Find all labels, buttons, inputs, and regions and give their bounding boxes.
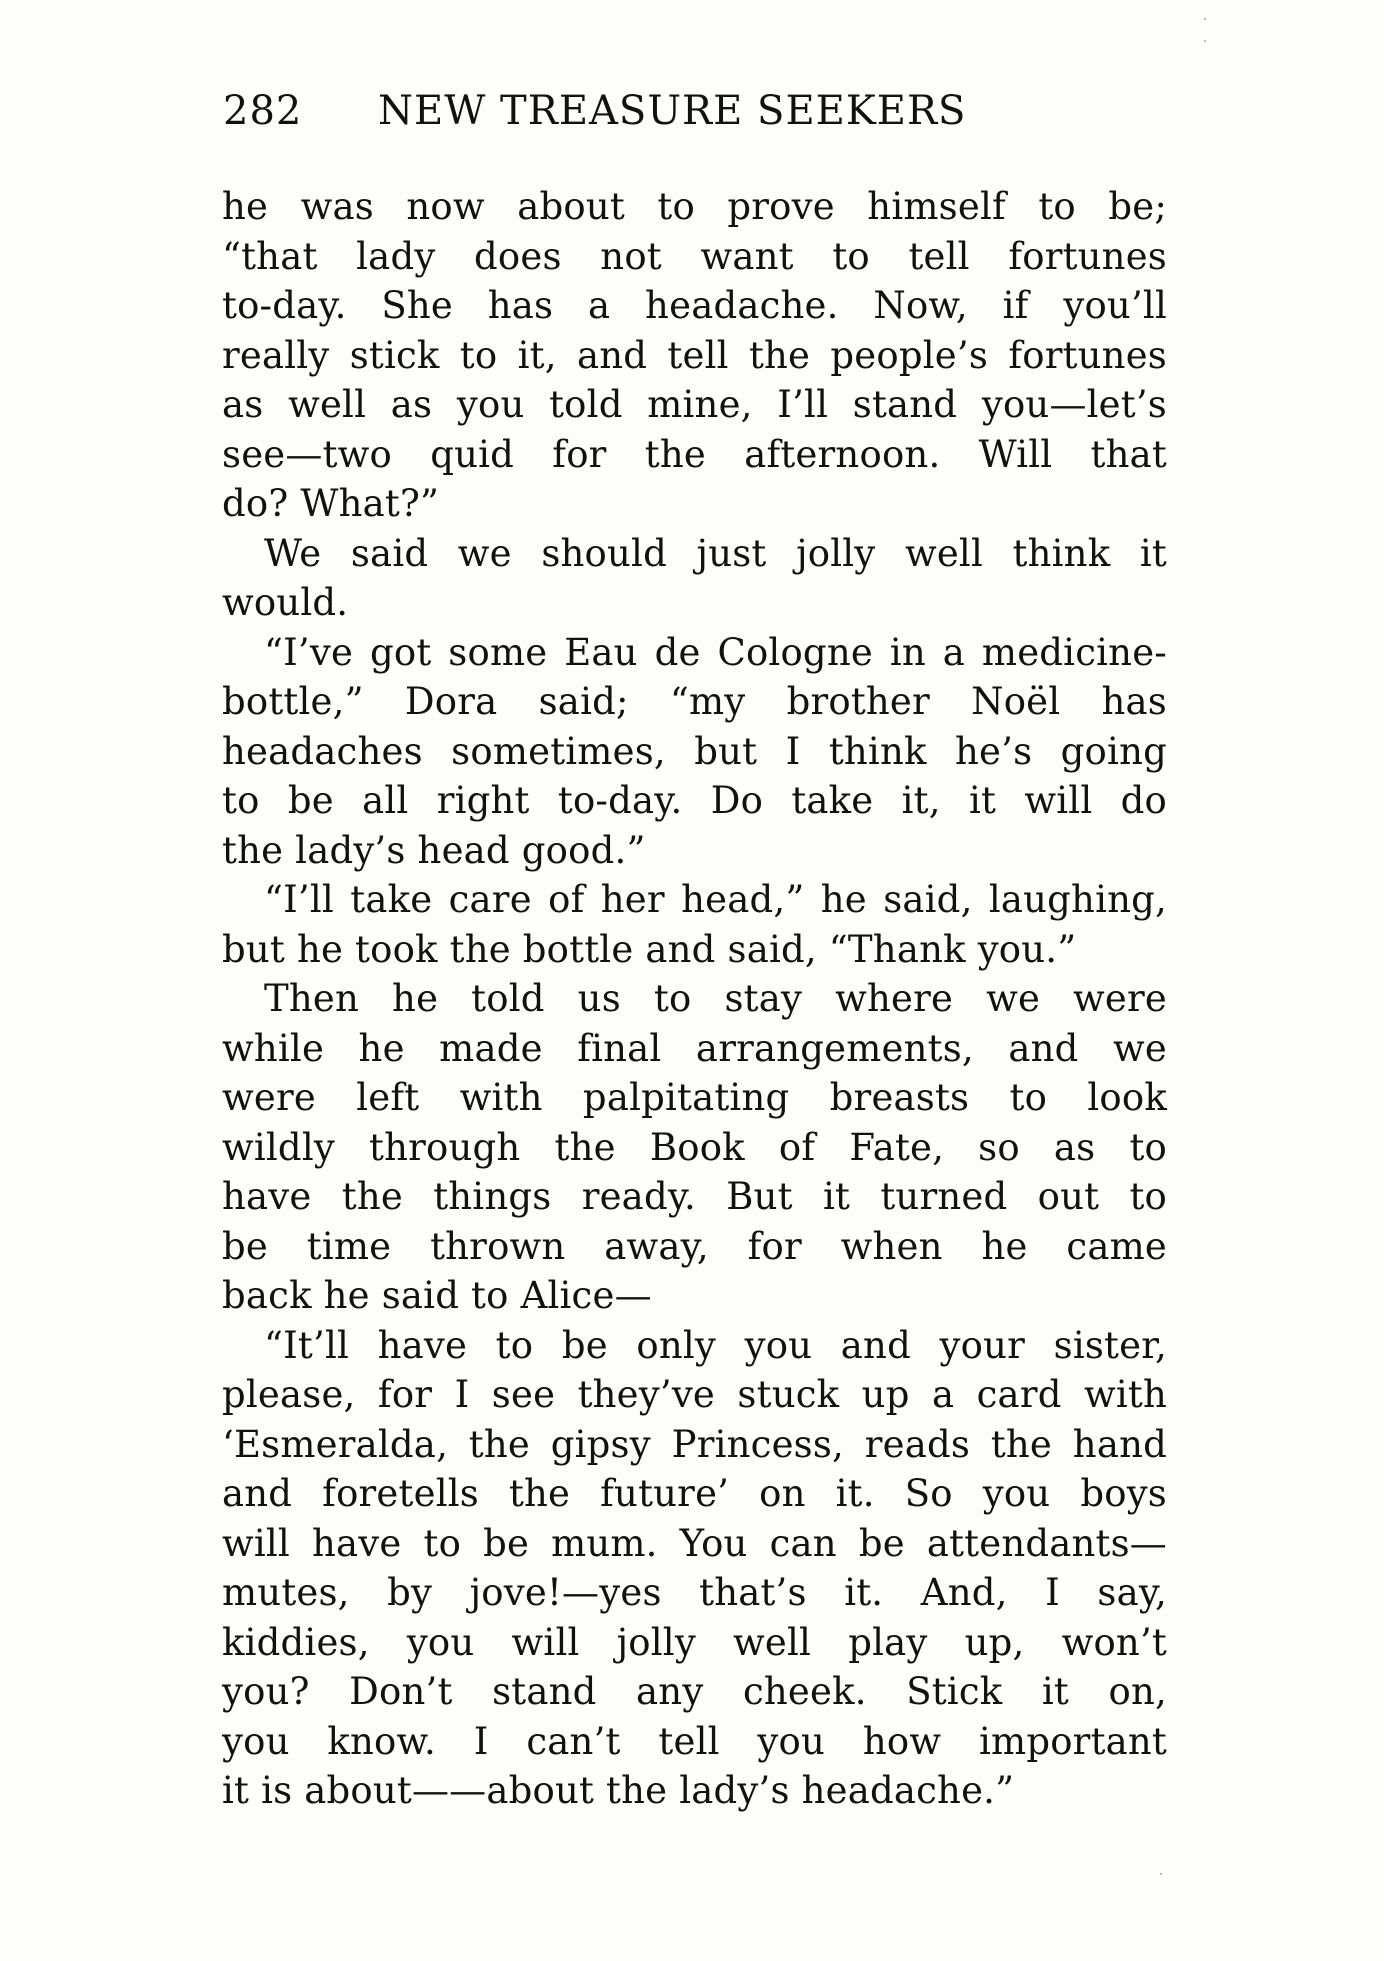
text-line: will have to be mum. You can be attendants— xyxy=(222,1521,1167,1565)
text-line: would. xyxy=(222,581,349,624)
text-line: you? Don’t stand any cheek. Stick it on, xyxy=(222,1670,1167,1713)
text-line: while he made final arrangements, and we xyxy=(222,1026,1167,1070)
text-line: ‘Esmeralda, the gipsy Princess, reads the hand xyxy=(222,1422,1167,1466)
text-line: see—two quid for the afternoon. Will that xyxy=(222,432,1167,476)
text-line: but he took the bottle and said, “Thank you.” xyxy=(222,927,1077,971)
body-text xyxy=(222,182,1167,1816)
page-number: 282 xyxy=(223,88,303,134)
text-line: “I’ve got some Eau de Cologne in a medicine- xyxy=(264,630,1167,674)
text-line: wildly through the Book of Fate, so as to xyxy=(222,1125,1167,1169)
scan-speck xyxy=(1160,1873,1162,1875)
text-line: he was now about to prove himself to be; xyxy=(222,185,1167,228)
text-line: back he said to Alice— xyxy=(222,1274,652,1317)
text-line: to-day. She has a headache. Now, if you’ll xyxy=(222,284,1167,327)
text-line: We said we should just jolly well think it xyxy=(264,531,1167,575)
text-line: to be all right to-day. Do take it, it will do xyxy=(222,779,1167,822)
running-title: NEW TREASURE SEEKERS xyxy=(378,88,967,134)
text-line: kiddies, you will jolly well play up, won’t xyxy=(222,1620,1167,1664)
text-line: mutes, by jove!—yes that’s it. And, I say, xyxy=(222,1571,1167,1614)
text-line: and foretells the future’ on it. So you boys xyxy=(222,1472,1167,1515)
text-line: “I’ll take care of her head,” he said, laughing, xyxy=(264,878,1167,921)
text-line: have the things ready. But it turned out to xyxy=(222,1175,1167,1218)
text-line: the lady’s head good.” xyxy=(222,828,646,872)
scan-speck xyxy=(1204,40,1206,42)
text-line: “It’ll have to be only you and your sister, xyxy=(264,1323,1167,1367)
text-line: it is about——about the lady’s headache.” xyxy=(222,1769,1015,1812)
text-line: you know. I can’t tell you how important xyxy=(222,1719,1167,1763)
text-line: really stick to it, and tell the people’s fortunes xyxy=(222,333,1167,377)
text-line: be time thrown away, for when he came xyxy=(222,1224,1167,1268)
text-line: please, for I see they’ve stuck up a card with xyxy=(222,1373,1167,1416)
scan-speck xyxy=(1204,18,1206,20)
text-line: bottle,” Dora said; “my brother Noël has xyxy=(222,680,1167,723)
text-line: do? What?” xyxy=(222,482,440,525)
text-line: Then he told us to stay where we were xyxy=(264,977,1167,1020)
text-line: headaches sometimes, but I think he’s going xyxy=(222,729,1167,773)
text-line: “that lady does not want to tell fortunes xyxy=(222,234,1167,278)
text-line: as well as you told mine, I’ll stand you—let’s xyxy=(222,383,1167,426)
running-header xyxy=(223,88,1173,140)
text-line: were left with palpitating breasts to look xyxy=(222,1076,1167,1119)
